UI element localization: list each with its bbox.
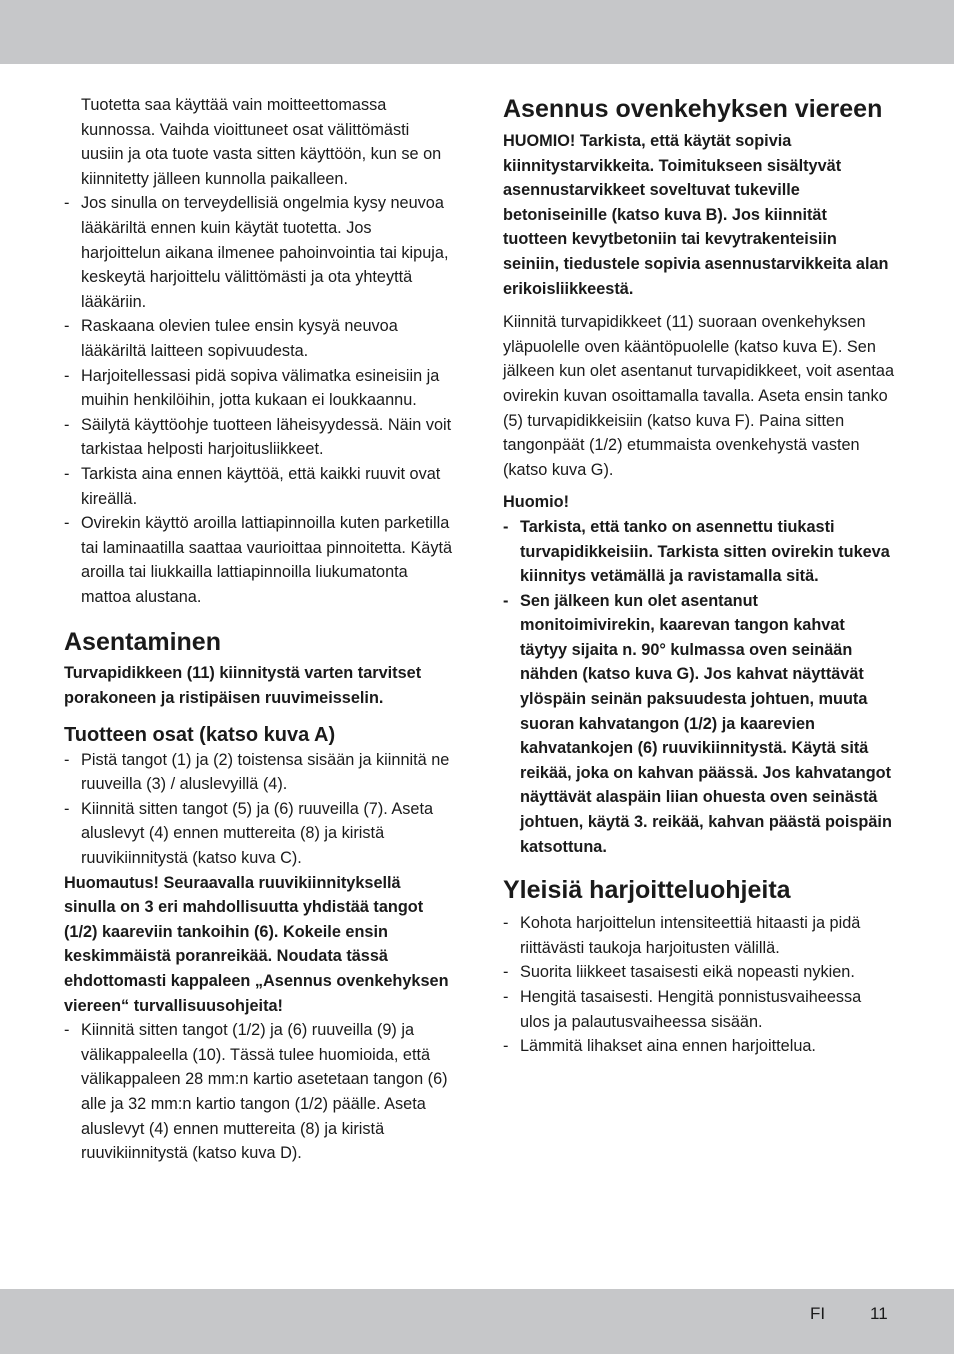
list-item: - Suorita liikkeet tasaisesti eikä nopeasti nykien. (503, 960, 895, 985)
page-number: 11 (870, 1304, 888, 1323)
list-item: - Jos sinulla on terveydellisiä ongelmia kysy neuvoa lääkäriltä ennen kuin käytät tuotetta. Jos harjoittelun aikana ilmenee pahoinvointia tai kipuja, keskeytä harjoittelu välittömästi ja ota yhteyttä lääkäriin. (64, 191, 454, 314)
right-column (503, 93, 895, 1059)
list-item: - Lämmitä lihakset aina ennen harjoittelua. (503, 1034, 895, 1059)
heading-tuotteen-osat: Tuotteen osat (katso kuva A) (64, 723, 336, 746)
list-item: - Pistä tangot (1) ja (2) toistensa sisään ja kiinnitä ne ruuveilla (3) / aluslevyillä (4). (64, 748, 454, 797)
warning-list (503, 515, 895, 859)
list-item: - Kiinnitä sitten tangot (1/2) ja (6) ruuveilla (9) ja välikappaleella (10). Tässä tulee huomioida, että välikappaleen 28 mm:n kartio asetetaan tangon (6) alle ja 32 mm:n kartio tangon (1/2) päälle. Aseta aluslevyt (4) ennen muttereita (8) ja kiristä ruuvikiinnitystä (katso kuva D). (64, 1018, 454, 1166)
assembly-list-2 (64, 1018, 454, 1166)
list-item: - Tarkista, että tanko on asennettu tiukasti turvapidikkeisiin. Tarkista sitten ovirekin tukeva kiinnitys vetämällä ja ravistamalla sitä. (503, 515, 895, 589)
list-item: - Ovirekin käyttö aroilla lattiapinnoilla kuten parketilla tai laminaatilla saattaa vaurioittaa pinnoitetta. Käytä aroilla tai liukkailla lattiapinnoilla liukumatonta mattoa alustana. (64, 511, 454, 609)
header-bar (0, 0, 954, 64)
list-item: - Tarkista aina ennen käyttöä, että kaikki ruuvit ovat kireällä. (64, 462, 454, 511)
assembly-list (64, 748, 454, 871)
huomio-label: Huomio! (503, 493, 570, 512)
list-item: - Säilytä käyttöohje tuotteen läheisyydessä. Näin voit tarkistaa helposti harjoitusliikkeet. (64, 413, 454, 462)
huomio-warning: HUOMIO! Tarkista, että käytät sopivia kiinnitystarvikkeita. Toimitukseen sisältyvät asennustarvikkeet soveltuvat tukeville betoniseinille (katso kuva B). Jos kiinnität tuotteen kevytbetoniin tai kevytrakenteisiin seiniin, tiedustele sopivia asennustarvikkeita alan erikoisliikkeestä. (503, 132, 889, 298)
asentaminen-note: Turvapidikkeen (11) kiinnitystä varten tarvitset porakoneen ja ristipäisen ruuvimeisselin. (64, 664, 422, 708)
list-item: - Sen jälkeen kun olet asentanut monitoimivirekin, kaarevan tangon kahvat täytyy sijaita n. 90° kulmassa oven seinään nähden (katso kuva G). Jos kahvat näyttävät ylöspäin seinän paksuudesta johtuen, muuta suoran kahvatangon (1/2) ja kaarevien kahvatankojen (6) ruuvikiinnitystä. Käytä sitä reikää, joka on kahvan päässä. Jos kahvatangot näyttävät alaspäin liian ohuesta oven seinästä johtuen, käytä 3. reikää, kahvan päästä poispäin katsottuna. (503, 589, 895, 860)
footer-language: FI (810, 1304, 826, 1323)
intro-paragraph: Tuotetta saa käyttää vain moitteettomassa kunnossa. Vaihda vioittuneet osat välittömästi uusiin ja ota tuote vasta sitten käyttöön, kun se on kiinnitetty jälleen kunnolla paikalleen. (81, 96, 442, 188)
safety-list (64, 191, 454, 609)
list-item: - Harjoitellessasi pidä sopiva välimatka esineisiin ja muihin henkilöihin, jotta kukaan ei loukkaannu. (64, 364, 454, 413)
huomautus-note: Huomautus! Seuraavalla ruuvikiinnityksellä sinulla on 3 eri mahdollisuutta yhdistää tangot (1/2) kaareviin tankoihin (6). Kokeile ensin keskimmäistä poranreikää. Noudata tässä ehdottomasti kappaleen „Asennus ovenkehyksen viereen“ turvallisuusohjeita! (64, 873, 449, 1015)
left-column (64, 93, 454, 1166)
list-item: - Raskaana olevien tulee ensin kysyä neuvoa lääkäriltä laitteen sopivuudesta. (64, 314, 454, 363)
list-item: - Hengitä tasaisesti. Hengitä ponnistusvaiheessa ulos ja palautusvaiheessa sisään. (503, 985, 895, 1034)
mounting-paragraph: Kiinnitä turvapidikkeet (11) suoraan ovenkehyksen yläpuolelle oven kääntöpuolelle (katso kuva E). Sen jälkeen kun olet asentanut turvapidikkeet, voit asentaa ovirekin kuvan osoittamalla tavalla. Aseta ensin tanko (5) turvapidikkeisiin (katso kuva F). Paina sitten tangonpäät (1/2) etummaista ovenkehystä vasten (katso kuva G). (503, 313, 895, 479)
list-item: - Kiinnitä sitten tangot (5) ja (6) ruuveilla (7). Aseta aluslevyt (4) ennen muttereita (8) ja kiristä ruuvikiinnitystä (katso kuva C). (64, 797, 454, 871)
heading-asennus: Asennus ovenkehyksen viereen (503, 95, 883, 123)
training-tips-list (503, 911, 895, 1059)
heading-asentaminen: Asentaminen (64, 628, 221, 657)
list-item: - Kohota harjoittelun intensiteettiä hitaasti ja pidä riittävästi taukoja harjoitusten välillä. (503, 911, 895, 960)
heading-yleisia: Yleisiä harjoitteluohjeita (503, 876, 791, 905)
